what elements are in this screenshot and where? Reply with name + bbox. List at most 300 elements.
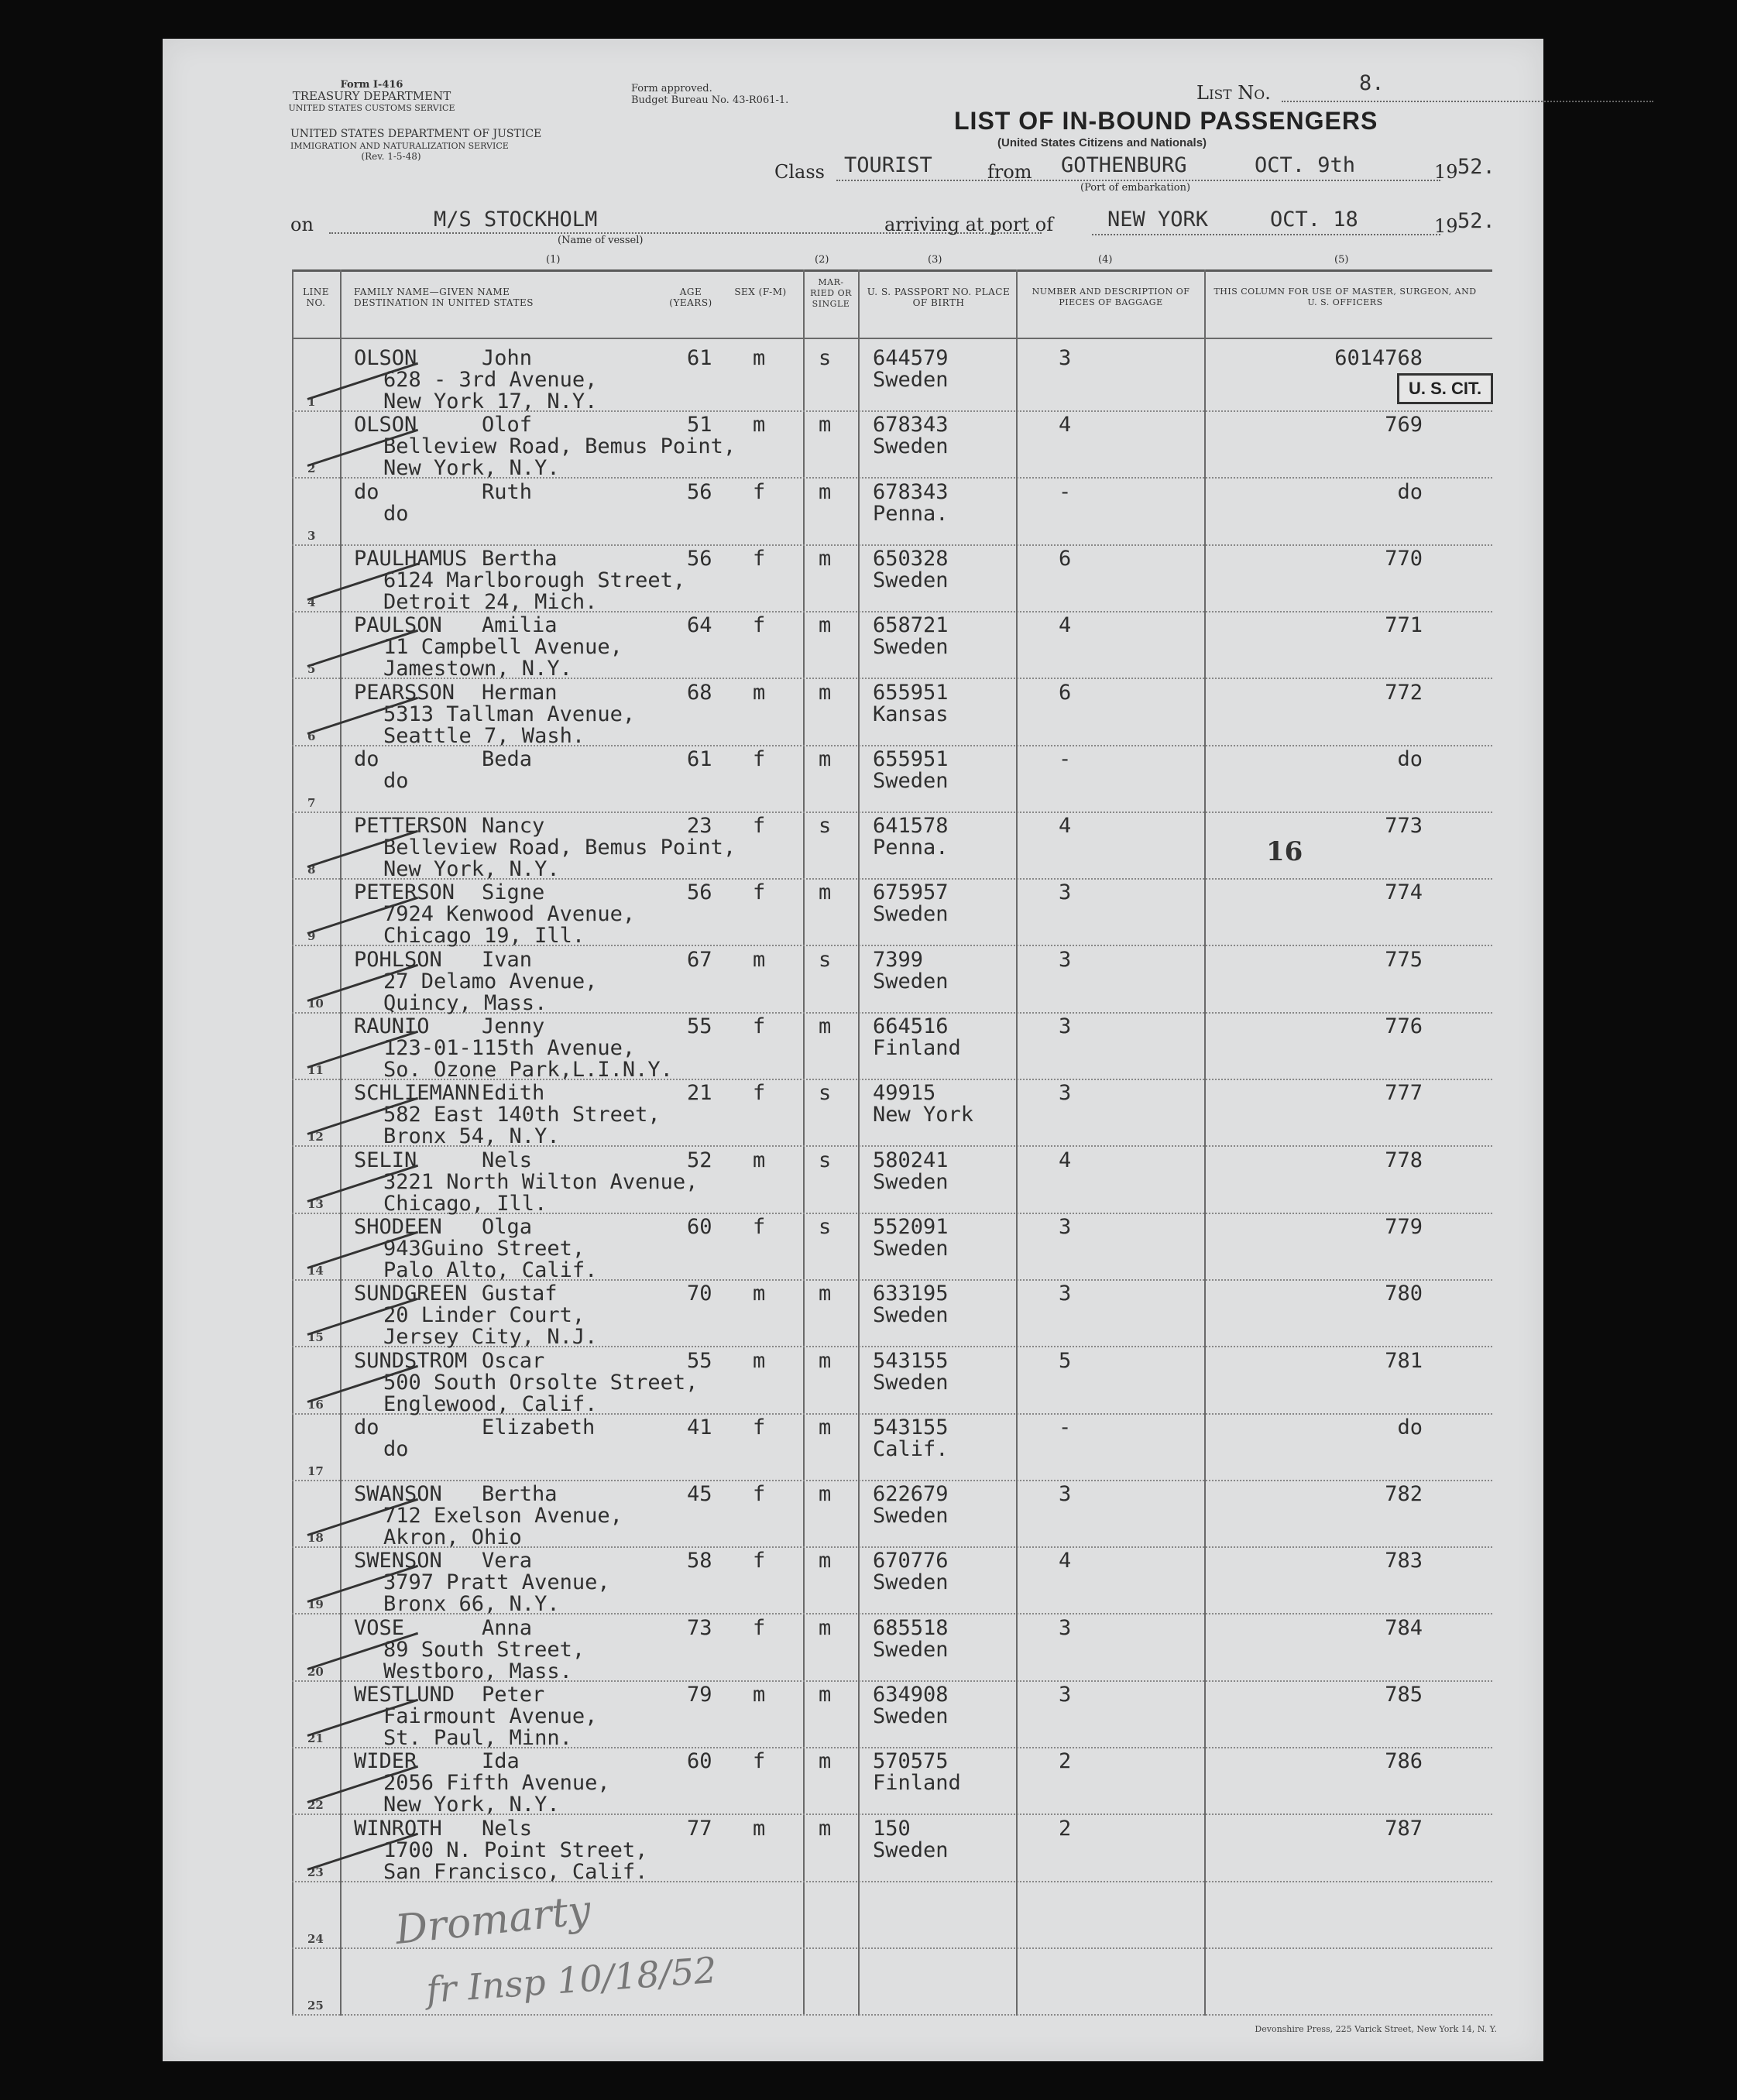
sex: m [753, 1683, 766, 1707]
address-line2: Akron, Ohio [383, 1525, 522, 1550]
col-header-sex: SEX (F-M) [734, 287, 787, 297]
given-name: Olof [482, 413, 533, 438]
sex: f [753, 1482, 766, 1507]
col-header-passport: U. S. PASSPORT NO. PLACE OF BIRTH [867, 287, 1011, 308]
address-line2: Chicago 19, Ill. [383, 924, 585, 949]
us-citizen-stamp: U. S. CIT. [1397, 373, 1493, 404]
passport-number: 7399 [873, 947, 924, 972]
marital-status: s [819, 814, 832, 839]
birthplace: Penna. [873, 836, 949, 860]
arrival-year-prefix: 19 [1434, 215, 1458, 237]
birthplace: Finland [873, 1771, 961, 1796]
sex: f [753, 1081, 766, 1106]
address-line1: Belleview Road, Bemus Point, [383, 434, 736, 459]
birthplace: Penna. [873, 501, 949, 526]
given-name: Olga [482, 1214, 533, 1239]
table-row [292, 945, 1492, 1014]
table-row [292, 478, 1492, 546]
family-name: SWANSON [354, 1482, 442, 1507]
family-name: do [354, 746, 379, 771]
family-name: PAULHAMUS [354, 546, 468, 571]
passport-number: 658721 [873, 613, 949, 638]
officer-column: do [1397, 479, 1423, 504]
address-line2: Detroit 24, Mich. [383, 589, 598, 614]
family-name: SWENSON [354, 1549, 442, 1573]
age: 23 [687, 814, 712, 839]
marital-status: m [819, 1282, 832, 1306]
line-number: 18 [307, 1531, 324, 1546]
line-number: 21 [307, 1731, 324, 1745]
address-line1: 27 Delamo Avenue, [383, 969, 598, 993]
sex: m [753, 1816, 766, 1841]
arrival-date: OCT. 18 [1270, 208, 1358, 232]
marital-status: m [819, 1482, 832, 1507]
given-name: Beda [482, 746, 533, 771]
budget-bureau: Budget Bureau No. 43-R061-1. [631, 94, 789, 106]
family-name: WESTLUND [354, 1683, 455, 1707]
list-number: 8. [1359, 71, 1385, 95]
officer-column: 777 [1385, 1081, 1423, 1106]
line-number: 6 [307, 729, 316, 743]
birthplace: Kansas [873, 702, 949, 726]
age: 55 [687, 1014, 712, 1038]
line-number: 8 [307, 863, 316, 877]
table-row [292, 611, 1492, 679]
passport-number: 675957 [873, 880, 949, 905]
address-line2: St. Paul, Minn. [383, 1726, 572, 1750]
marital-status: m [819, 1615, 832, 1640]
marital-status: m [819, 479, 832, 504]
line-number: 2 [307, 462, 316, 476]
given-name: Nels [482, 1148, 533, 1172]
family-name: VOSE [354, 1615, 405, 1640]
passport-number: 678343 [873, 479, 949, 504]
embark-year: 52. [1457, 155, 1495, 179]
col-num-4: (4) [1098, 254, 1113, 266]
age: 45 [687, 1482, 712, 1507]
marital-status: m [819, 1014, 832, 1038]
table-row [292, 1680, 1492, 1748]
baggage-count: - [1059, 746, 1072, 771]
passport-number: 678343 [873, 413, 949, 438]
line-number: 11 [307, 1063, 324, 1077]
form-approved: Form approved. [631, 83, 712, 94]
age: 77 [687, 1816, 712, 1841]
given-name: Bertha [482, 1482, 558, 1507]
address-line2: Westboro, Mass. [383, 1659, 572, 1683]
age: 61 [687, 346, 712, 370]
officer-column: 769 [1385, 413, 1423, 438]
age: 56 [687, 880, 712, 905]
birthplace: Sweden [873, 635, 949, 660]
line-number: 5 [307, 662, 316, 677]
baggage-count: 2 [1059, 1749, 1072, 1774]
given-name: Amilia [482, 613, 558, 638]
address-line2: Quincy, Mass. [383, 990, 548, 1015]
officer-column: 780 [1385, 1282, 1423, 1306]
marital-status: m [819, 613, 832, 638]
list-no-line [1282, 101, 1653, 102]
baggage-count: 5 [1059, 1348, 1072, 1373]
family-name: do [354, 1415, 379, 1439]
birthplace: Finland [873, 1036, 961, 1060]
marital-status: m [819, 1415, 832, 1439]
passport-number: 150 [873, 1816, 911, 1841]
line-number: 22 [307, 1798, 324, 1813]
birthplace: Sweden [873, 1169, 949, 1194]
sex: f [753, 1549, 766, 1573]
sex: f [753, 613, 766, 638]
passport-number: 552091 [873, 1214, 949, 1239]
age: 21 [687, 1081, 712, 1106]
marital-status: m [819, 1749, 832, 1774]
marital-status: s [819, 1148, 832, 1172]
line-number: 4 [307, 595, 316, 609]
address-line2: New York, N.Y. [383, 1793, 560, 1817]
marital-status: m [819, 1549, 832, 1573]
col-num-2: (2) [815, 254, 829, 266]
age: 67 [687, 947, 712, 972]
family-name: SUNDGREEN [354, 1282, 468, 1306]
address-line2: Bronx 66, N.Y. [383, 1592, 560, 1617]
class-line [836, 180, 1440, 181]
birthplace: Sweden [873, 368, 949, 392]
port-embarkation: GOTHENBURG [1061, 153, 1187, 177]
given-name: Signe [482, 880, 545, 905]
table-row [292, 344, 1492, 412]
table-row [292, 812, 1492, 880]
address-line1: 500 South Orsolte Street, [383, 1370, 699, 1395]
table-row [292, 1213, 1492, 1281]
officer-column: 778 [1385, 1148, 1423, 1172]
family-name: SCHLIEMANN [354, 1081, 480, 1106]
given-name: Elizabeth [482, 1415, 596, 1439]
address-line2: Chicago, Ill. [383, 1191, 548, 1216]
officer-column: 771 [1385, 613, 1423, 638]
port-embark-note: (Port of embarkation) [1080, 182, 1191, 194]
age: 60 [687, 1749, 712, 1774]
marital-status: m [819, 546, 832, 571]
table-row [292, 410, 1492, 479]
age: 41 [687, 1415, 712, 1439]
family-name: POHLSON [354, 947, 442, 972]
given-name: Ida [482, 1749, 520, 1774]
line-number: 25 [307, 1999, 324, 2013]
officer-column: 779 [1385, 1214, 1423, 1239]
marital-status: s [819, 1081, 832, 1106]
marital-status: m [819, 1348, 832, 1373]
baggage-count: 3 [1059, 880, 1072, 905]
address-line1: 2056 Fifth Avenue, [383, 1771, 610, 1796]
sex: f [753, 880, 766, 905]
arrival-year: 52. [1457, 209, 1495, 233]
form-title: LIST OF IN-BOUND PASSENGERS [954, 107, 1378, 135]
given-name: Bertha [482, 546, 558, 571]
birthplace: Sweden [873, 1704, 949, 1728]
given-name: Oscar [482, 1348, 545, 1373]
form-subtitle: (United States Citizens and Nationals) [997, 136, 1207, 149]
baggage-count: 3 [1059, 1014, 1072, 1038]
marital-status: m [819, 1683, 832, 1707]
table-row [292, 745, 1492, 813]
inspection-date: fr Insp 10/18/52 [424, 1948, 719, 2012]
address-line2: Englewood, Calif. [383, 1391, 598, 1416]
age: 64 [687, 613, 712, 638]
age: 79 [687, 1683, 712, 1707]
sex: f [753, 479, 766, 504]
birthplace: Sweden [873, 1303, 949, 1328]
line-number: 3 [307, 528, 316, 543]
sex: f [753, 1615, 766, 1640]
address-line1: 582 East 140th Street, [383, 1103, 661, 1127]
col-header-officers: THIS COLUMN FOR USE OF MASTER, SURGEON, AND U. S. OFFICERS [1213, 287, 1477, 307]
family-name: SELIN [354, 1148, 417, 1172]
age: 73 [687, 1615, 712, 1640]
given-name: Herman [482, 680, 558, 705]
birthplace: Sweden [873, 1637, 949, 1662]
passport-number: 633195 [873, 1282, 949, 1306]
col-num-5: (5) [1334, 254, 1349, 266]
line-number: 17 [307, 1463, 324, 1478]
line-number: 20 [307, 1664, 324, 1679]
family-name: WIDER [354, 1749, 417, 1774]
given-name: Anna [482, 1615, 533, 1640]
baggage-count: 3 [1059, 1282, 1072, 1306]
birthplace: Sweden [873, 768, 949, 793]
passport-number: 543155 [873, 1348, 949, 1373]
passport-number: 570575 [873, 1749, 949, 1774]
table-top-border [292, 269, 1492, 272]
given-name: Vera [482, 1549, 533, 1573]
baggage-count: 3 [1059, 1683, 1072, 1707]
baggage-count: 3 [1059, 1615, 1072, 1640]
col-header-line: LINE NO. [303, 287, 329, 308]
line-number: 9 [307, 929, 316, 944]
age: 52 [687, 1148, 712, 1172]
address-line1: Belleview Road, Bemus Point, [383, 836, 736, 860]
from-label: from [987, 161, 1032, 183]
line-number: 1 [307, 395, 316, 409]
birthplace: Sweden [873, 1838, 949, 1862]
passport-number: 670776 [873, 1549, 949, 1573]
table-row [292, 1546, 1492, 1617]
given-name: Nels [482, 1816, 533, 1841]
family-name: OLSON [354, 413, 417, 438]
given-name: Peter [482, 1683, 545, 1707]
address-line1: 712 Exelson Avenue, [383, 1504, 623, 1529]
address-line1: 20 Linder Court, [383, 1303, 585, 1328]
sex: m [753, 413, 766, 438]
officer-column: do [1397, 746, 1423, 771]
address-line1: 89 South Street, [383, 1637, 585, 1662]
address-line1: 11 Campbell Avenue, [383, 635, 623, 660]
sex: m [753, 1348, 766, 1373]
baggage-count: 4 [1059, 413, 1072, 438]
family-name: WINROTH [354, 1816, 442, 1841]
table-row [292, 544, 1492, 612]
age: 55 [687, 1348, 712, 1373]
form-revision: (Rev. 1-5-48) [361, 151, 421, 162]
baggage-count: 3 [1059, 346, 1072, 370]
birthplace: Sweden [873, 1236, 949, 1261]
line-number: 16 [307, 1397, 324, 1412]
inspector-signature: Dromarty [393, 1886, 593, 1954]
baggage-count: 3 [1059, 947, 1072, 972]
birthplace: Sweden [873, 902, 949, 927]
family-name: SUNDSTROM [354, 1348, 468, 1373]
baggage-count: 2 [1059, 1816, 1072, 1841]
birthplace: Sweden [873, 1570, 949, 1595]
vessel-note: (Name of vessel) [558, 235, 644, 246]
sex: f [753, 546, 766, 571]
line-number: 12 [307, 1130, 324, 1144]
marital-status: m [819, 680, 832, 705]
col-num-1: (1) [546, 254, 561, 266]
officer-column: 784 [1385, 1615, 1423, 1640]
passport-number: 655951 [873, 680, 949, 705]
age: 56 [687, 546, 712, 571]
given-name: Ivan [482, 947, 533, 972]
birthplace: New York [873, 1103, 974, 1127]
baggage-count: 4 [1059, 814, 1072, 839]
baggage-count: 3 [1059, 1214, 1072, 1239]
ins-service: IMMIGRATION AND NATURALIZATION SERVICE [290, 141, 509, 151]
officer-column: 6014768 [1334, 346, 1423, 370]
officer-column: 774 [1385, 880, 1423, 905]
arrival-line [1092, 234, 1440, 235]
officer-column: 786 [1385, 1749, 1423, 1774]
marital-status: s [819, 1214, 832, 1239]
address-line1: do [383, 768, 409, 793]
line-number: 7 [307, 795, 316, 810]
table-header-border [292, 338, 1492, 339]
address-line1: 628 - 3rd Avenue, [383, 368, 598, 392]
address-line1: 123-01-115th Avenue, [383, 1036, 636, 1060]
officer-column: 781 [1385, 1348, 1423, 1373]
table-row [292, 1079, 1492, 1147]
col-header-baggage: NUMBER AND DESCRIPTION OF PIECES OF BAGGAGE [1032, 287, 1190, 307]
col-num-3: (3) [928, 254, 942, 266]
address-line2: San Francisco, Calif. [383, 1859, 648, 1884]
age: 61 [687, 746, 712, 771]
marital-status: m [819, 880, 832, 905]
baggage-count: 3 [1059, 1081, 1072, 1106]
manifest-page [163, 39, 1543, 2061]
baggage-count: 4 [1059, 1549, 1072, 1573]
printer-footer: Devonshire Press, 225 Varick Street, New York 14, N. Y. [1255, 2024, 1497, 2034]
birthplace: Calif. [873, 1436, 949, 1461]
baggage-count: 3 [1059, 1482, 1072, 1507]
officer-column: 782 [1385, 1482, 1423, 1507]
officer-column: 772 [1385, 680, 1423, 705]
baggage-count: 6 [1059, 680, 1072, 705]
table-row [292, 1347, 1492, 1415]
sex: f [753, 1415, 766, 1439]
age: 68 [687, 680, 712, 705]
arriving-label: arriving at port of [884, 214, 1054, 235]
class-label: Class [774, 161, 825, 183]
marital-status: m [819, 413, 832, 438]
given-name: John [482, 346, 533, 370]
birthplace: Sweden [873, 434, 949, 459]
sex: f [753, 1214, 766, 1239]
sex: m [753, 346, 766, 370]
address-line2: New York 17, N.Y. [383, 389, 598, 413]
officer-column: 785 [1385, 1683, 1423, 1707]
marital-status: m [819, 1816, 832, 1841]
line-number: 10 [307, 996, 324, 1011]
age: 70 [687, 1282, 712, 1306]
embark-date: OCT. 9th [1255, 153, 1356, 177]
justice-dept: UNITED STATES DEPARTMENT OF JUSTICE [290, 128, 542, 140]
passport-number: 543155 [873, 1415, 949, 1439]
address-line2: Jamestown, N.Y. [383, 657, 572, 681]
address-line2: So. Ozone Park,L.I.N.Y. [383, 1058, 673, 1082]
sex: f [753, 746, 766, 771]
address-line1: 1700 N. Point Street, [383, 1838, 648, 1862]
form-number: Form I-416 [340, 79, 403, 91]
family-name: RAUNIO [354, 1014, 430, 1038]
age: 60 [687, 1214, 712, 1239]
table-row [292, 1279, 1492, 1350]
birthplace: Sweden [873, 1504, 949, 1529]
address-line2: Jersey City, N.J. [383, 1325, 598, 1350]
address-line2: New York, N.Y. [383, 857, 560, 882]
passenger-table [292, 269, 1492, 2016]
table-row [292, 1747, 1492, 1815]
passport-number: 664516 [873, 1014, 949, 1038]
address-line2: New York, N.Y. [383, 456, 560, 481]
sex: m [753, 1148, 766, 1172]
col-header-name: FAMILY NAME—GIVEN NAME DESTINATION IN UNITED STATES [354, 287, 534, 308]
given-name: Gustaf [482, 1282, 558, 1306]
officer-column: 783 [1385, 1549, 1423, 1573]
arrival-port: NEW YORK [1107, 208, 1209, 232]
passport-number: 655951 [873, 746, 949, 771]
on-label: on [290, 214, 314, 235]
marital-status: s [819, 947, 832, 972]
col-header-age: AGE (YEARS) [669, 287, 712, 308]
address-line1: 3221 North Wilton Avenue, [383, 1169, 699, 1194]
table-row [292, 678, 1492, 746]
col-header-married: MAR-RIED OR SINGLE [810, 277, 852, 309]
line-number: 24 [307, 1931, 324, 1946]
given-name: Edith [482, 1081, 545, 1106]
sex: m [753, 680, 766, 705]
baggage-count: 4 [1059, 1148, 1072, 1172]
officer-column: 773 [1385, 814, 1423, 839]
officer-column: 787 [1385, 1816, 1423, 1841]
given-name: Jenny [482, 1014, 545, 1038]
class-value: TOURIST [844, 153, 932, 177]
address-line2: Seattle 7, Wash. [383, 723, 585, 748]
birthplace: Sweden [873, 568, 949, 592]
family-name: PETTERSON [354, 814, 468, 839]
table-row [292, 1814, 1492, 1882]
officer-column: 770 [1385, 546, 1423, 571]
line-number: 14 [307, 1263, 324, 1278]
margin-number: 16 [1266, 836, 1303, 867]
passport-number: 634908 [873, 1683, 949, 1707]
family-name: OLSON [354, 346, 417, 370]
age: 51 [687, 413, 712, 438]
table-row [292, 1413, 1492, 1481]
list-label: List No. [1196, 82, 1271, 104]
passport-number: 622679 [873, 1482, 949, 1507]
vessel-name: M/S STOCKHOLM [434, 208, 598, 232]
baggage-count: 4 [1059, 613, 1072, 638]
family-name: PAULSON [354, 613, 442, 638]
